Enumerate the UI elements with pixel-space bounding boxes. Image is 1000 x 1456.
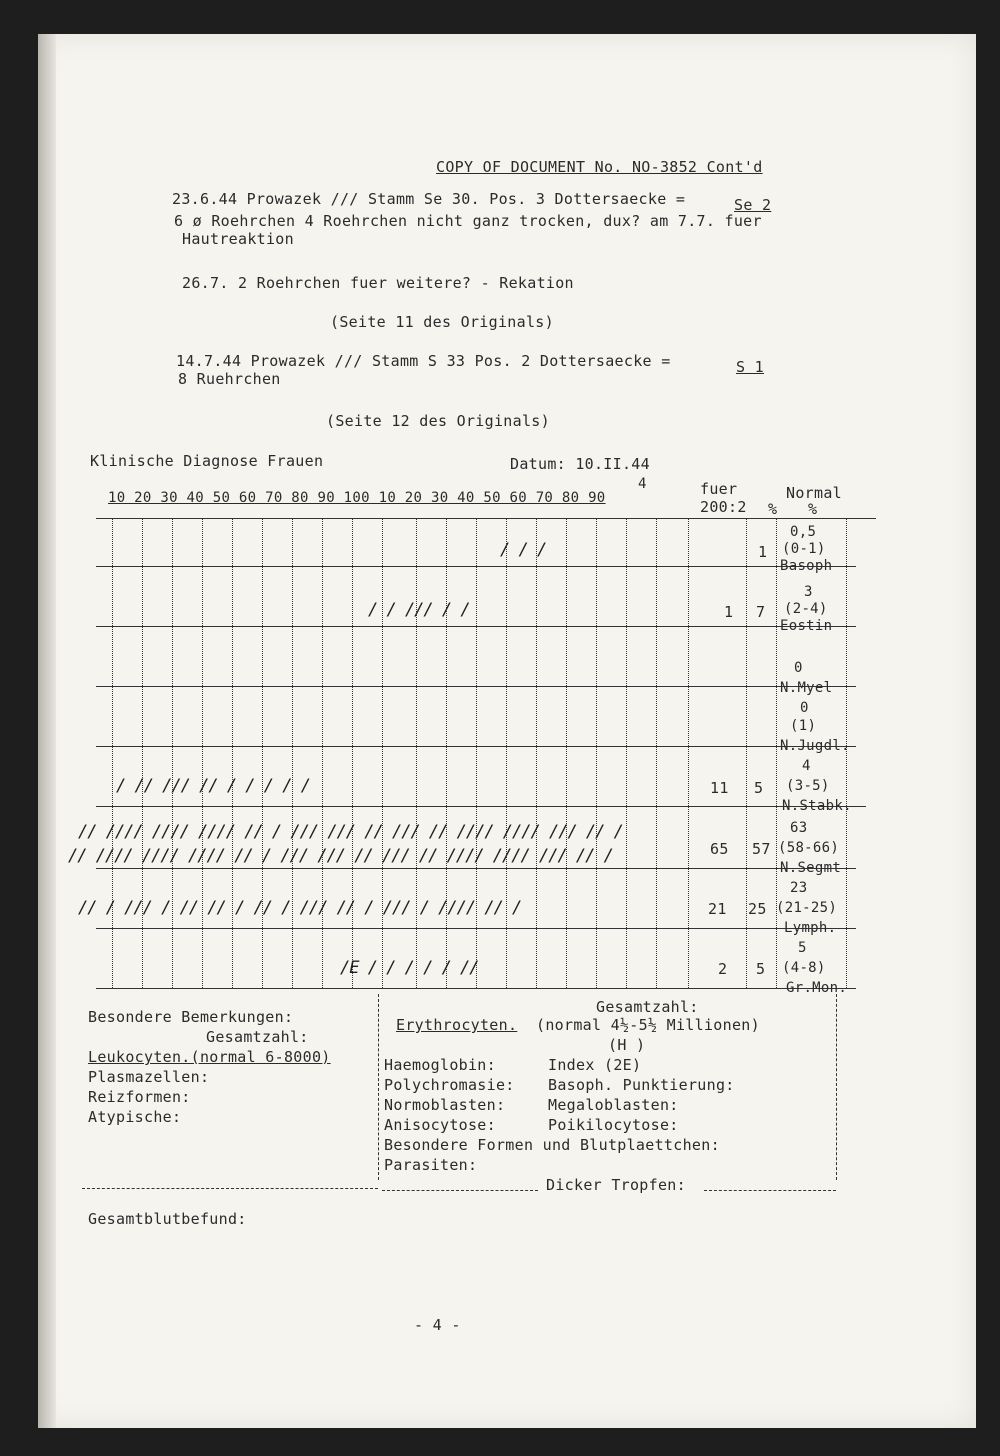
besondere-formen-label: Besondere Formen und Blutplaettchen:: [384, 1136, 720, 1154]
remarks-divider: [378, 994, 379, 1180]
norm-eostin: 3: [804, 584, 813, 600]
col-normal: Normal: [786, 484, 842, 502]
anisocytose-label: Anisocytose:: [384, 1116, 496, 1134]
entry-3-line1: 14.7.44 Prowazek /// Stamm S 33 Pos. 2 Dottersaecke =: [176, 352, 671, 370]
grid-col-19: [656, 518, 657, 988]
right-gesamtzahl: Gesamtzahl:: [596, 998, 699, 1016]
chart-date: Datum: 10.II.44: [510, 455, 650, 473]
grid-col-20: [688, 518, 689, 988]
remarks-title: Besondere Bemerkungen:: [88, 1008, 294, 1026]
entry-1-ref: Se 2: [734, 196, 772, 214]
normoblasten-label: Normoblasten:: [384, 1096, 506, 1114]
remarks-gesamtzahl: Gesamtzahl:: [206, 1028, 309, 1046]
chart-title: Klinische Diagnose Frauen: [90, 452, 324, 470]
grid-col-16: [566, 518, 567, 988]
h-value: (H ): [608, 1036, 646, 1054]
norm-nsegmt: 63: [790, 820, 808, 836]
count-a-nsegmt: 65: [710, 840, 729, 858]
count-a-grmon: 2: [718, 960, 728, 978]
remarks-plasmazellen: Plasmazellen:: [88, 1068, 210, 1086]
remarks-atypische: Atypische:: [88, 1108, 182, 1126]
page-binding: [38, 34, 56, 1428]
entry-1-line1: 23.6.44 Prowazek /// Stamm Se 30. Pos. 3 Dottersaecke =: [172, 190, 686, 208]
norm-lymph: 23: [790, 880, 808, 896]
erythrocyten-label: Erythrocyten.: [396, 1016, 518, 1034]
norm-grmon: 5: [798, 940, 807, 956]
scale-top-label: 4: [638, 476, 647, 492]
name-grmon: Gr.Mon.: [786, 980, 848, 996]
remarks-reizformen: Reizformen:: [88, 1088, 191, 1106]
haemoglobin-label: Haemoglobin:: [384, 1056, 496, 1074]
remarks-right-edge: [836, 994, 837, 1180]
range-basoph: (0-1): [782, 541, 826, 557]
count-b-nsegmt: 57: [752, 840, 771, 858]
grid-col-15: [536, 518, 537, 988]
gesamtblutbefund-label: Gesamtblutbefund:: [88, 1210, 247, 1228]
row-rule-8: [96, 988, 856, 989]
range-nsegmt: (58-66): [778, 840, 840, 856]
range-nstabk: (3-5): [786, 778, 830, 794]
norm-nstabk: 4: [802, 758, 811, 774]
norm-njugdl: 0: [800, 700, 809, 716]
name-nmyel: N.Myel: [780, 680, 833, 696]
basoph-punktierung-label: Basoph. Punktierung:: [548, 1076, 735, 1094]
index-label: Index (2E): [548, 1056, 642, 1074]
col-fuer: fuer: [700, 480, 738, 498]
count-a-nstabk: 11: [710, 779, 729, 797]
grid-col-17: [596, 518, 597, 988]
name-njugdl: N.Jugdl.: [780, 738, 850, 754]
dicker-tropfen-label: Dicker Tropfen:: [546, 1176, 686, 1194]
tally-lymph: // / /// / // // / // / /// // / /// / //// // /: [78, 898, 522, 918]
norm-nmyel: 0: [794, 660, 803, 676]
entry-2-line1: 26.7. 2 Roehrchen fuer weitere? - Rekation: [182, 274, 574, 292]
tally-grmon: /E / / / / / //: [340, 958, 479, 978]
tally-nsegmt-2: // //// //// //// // / /// /// // /// // //// //// /// // /: [68, 846, 613, 866]
chart-header-rule: [96, 518, 876, 519]
entry-1-line2: 6 ø Roehrchen 4 Roehrchen nicht ganz trocken, dux? am 7.7. fuer: [174, 212, 762, 230]
row-rule-5: [96, 806, 866, 807]
bottom-rule-left: [82, 1188, 378, 1189]
name-nsegmt: N.Segmt: [780, 860, 842, 876]
grid-col-21: [746, 518, 747, 988]
bottom-rule-right: [704, 1190, 836, 1191]
poikilocytose-label: Poikilocytose:: [548, 1116, 679, 1134]
count-b-basoph: 1: [758, 543, 768, 561]
tally-nstabk: / // /// // / / / / /: [116, 776, 310, 796]
name-nstabk: N.Stabk.: [782, 798, 852, 814]
count-b-grmon: 5: [756, 960, 766, 978]
count-b-nstabk: 5: [754, 779, 764, 797]
entry-1-line3: Hautreaktion: [182, 230, 294, 248]
document-header: COPY OF DOCUMENT No. NO-3852 Cont'd: [436, 158, 763, 176]
col-200: 200:2: [700, 498, 747, 516]
name-eostin: Eostin: [780, 618, 833, 634]
page-note-11: (Seite 11 des Originals): [330, 313, 554, 331]
range-lymph: (21-25): [776, 900, 838, 916]
col-pct2: %: [808, 500, 818, 518]
count-b-eostin: 7: [756, 603, 766, 621]
parasiten-label: Parasiten:: [384, 1156, 478, 1174]
range-grmon: (4-8): [782, 960, 826, 976]
polychromasie-label: Polychromasie:: [384, 1076, 515, 1094]
range-eostin: (2-4): [784, 601, 828, 617]
name-basoph: Basoph: [780, 558, 833, 574]
chart-scale: 10 20 30 40 50 60 70 80 90 100 10 20 30 40 50 60 70 80 90: [108, 490, 606, 506]
name-lymph: Lymph.: [784, 920, 837, 936]
count-a-lymph: 21: [708, 900, 727, 918]
range-njugdl: (1): [790, 718, 817, 734]
remarks-leukocyten: Leukocyten.(normal 6-8000): [88, 1048, 331, 1066]
count-b-lymph: 25: [748, 900, 767, 918]
grid-col-18: [626, 518, 627, 988]
bottom-rule-mid: [382, 1190, 538, 1191]
page-note-12: (Seite 12 des Originals): [326, 412, 550, 430]
col-pct: %: [768, 500, 778, 518]
entry-3-ref: S 1: [736, 358, 764, 376]
tally-eostin: / / /// / /: [368, 600, 470, 620]
erythrocyten-norm: (normal 4½-5½ Millionen): [536, 1016, 760, 1034]
megaloblasten-label: Megaloblasten:: [548, 1096, 679, 1114]
tally-basoph: / / /: [500, 540, 547, 560]
norm-basoph: 0,5: [790, 524, 817, 540]
count-a-eostin: 1: [724, 603, 734, 621]
entry-3-line2: 8 Ruehrchen: [178, 370, 281, 388]
page-number: - 4 -: [414, 1316, 461, 1334]
grid-col-22: [776, 518, 777, 988]
tally-nsegmt: // //// //// //// // / /// /// // /// // //// //// /// // /: [78, 822, 623, 842]
